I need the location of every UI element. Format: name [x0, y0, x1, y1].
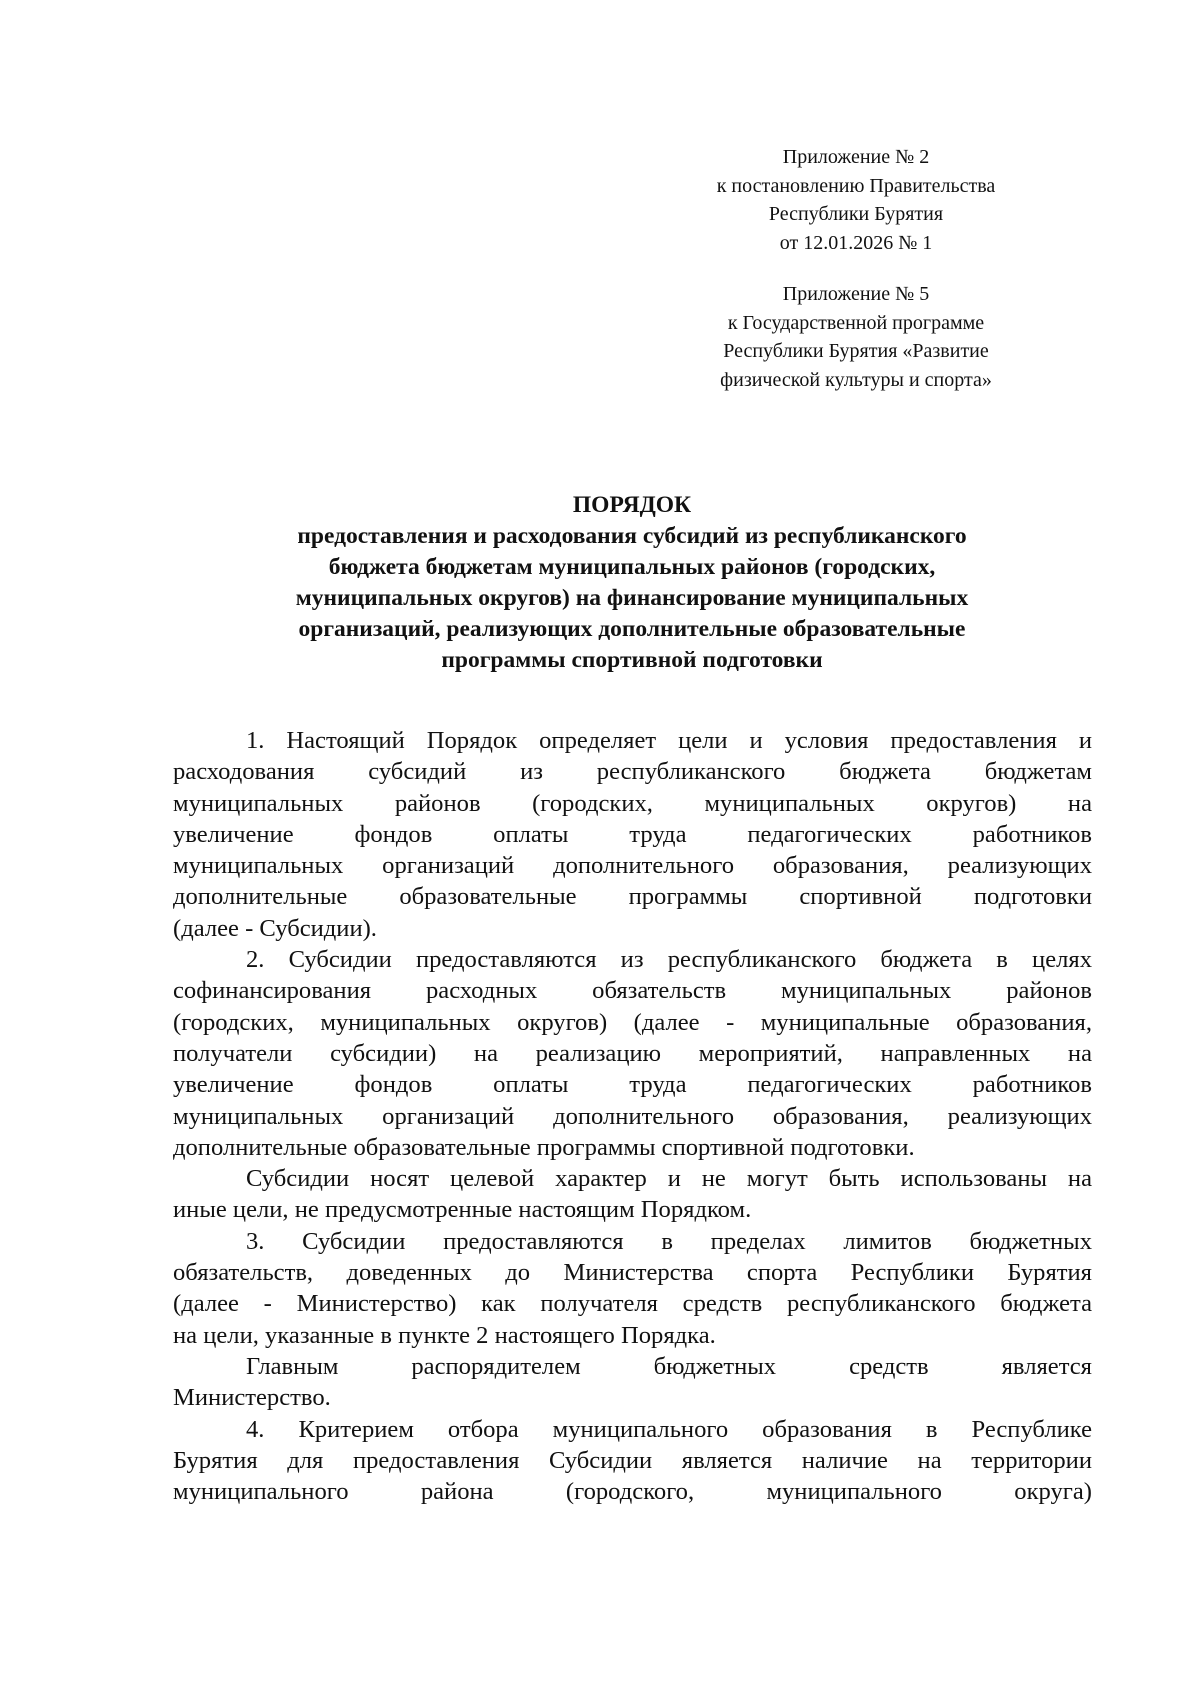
body-line: обязательств, доведенных до Министерства спорта Республики Бурятия — [173, 1259, 1092, 1287]
body-line: Бурятия для предоставления Субсидии является наличие на территории — [173, 1446, 1092, 1474]
appendix-header-resolution — [676, 143, 1036, 257]
title-subtitle-line: бюджета бюджетам муниципальных районов (городских, — [328, 554, 936, 580]
body-line: муниципального района (городского, муниципального округа) — [173, 1478, 1092, 1506]
title-subtitle-line: предоставления и расходования субсидий из республиканского — [297, 523, 967, 549]
title-heading: ПОРЯДОК — [572, 492, 692, 518]
body-line: 3. Субсидии предоставляются в пределах лимитов бюджетных — [246, 1227, 1092, 1255]
title-subtitle-line: программы спортивной подготовки — [441, 647, 823, 673]
appendix-line: к постановлению Правительства — [716, 174, 996, 197]
body-line: софинансирования расходных обязательств муниципальных районов — [173, 977, 1092, 1005]
body-line: получатели субсидии) на реализацию мероприятий, направленных на — [173, 1039, 1092, 1067]
body-line: увеличение фондов оплаты труда педагогических работников — [173, 820, 1092, 848]
body-line: (далее - Министерство) как получателя средств республиканского бюджета — [173, 1290, 1092, 1318]
body-line: Главным распорядителем бюджетных средств является — [246, 1352, 1092, 1380]
document-title — [176, 490, 1088, 676]
appendix-line: физической культуры и спорта» — [720, 368, 992, 391]
body-line: (далее - Субсидии). — [173, 914, 377, 942]
body-line: 2. Субсидии предоставляются из республиканского бюджета в целях — [246, 946, 1092, 974]
title-subtitle-line: муниципальных округов) на финансирование муниципальных — [295, 585, 969, 611]
body-line: 4. Критерием отбора муниципального образования в Республике — [246, 1415, 1092, 1443]
appendix-header-program — [676, 280, 1036, 394]
appendix-line: Приложение № 5 — [782, 283, 930, 305]
appendix-line: Республики Бурятия — [768, 203, 944, 225]
body-line: на цели, указанные в пункте 2 настоящего Порядка. — [173, 1321, 716, 1349]
appendix-line: Республики Бурятия «Развитие — [723, 340, 989, 362]
body-line: Министерство. — [173, 1384, 331, 1412]
body-line: (городских, муниципальных округов) (далее - муниципальные образования, — [173, 1008, 1092, 1036]
appendix-line: к Государственной программе — [727, 311, 985, 334]
body-line: дополнительные образовательные программы спортивной подготовки — [173, 883, 1092, 911]
body-line: расходования субсидий из республиканского бюджета бюджетам — [173, 758, 1092, 786]
appendix-line: от 12.01.2026 № 1 — [779, 231, 933, 254]
body-line: дополнительные образовательные программы спортивной подготовки. — [173, 1133, 915, 1161]
appendix-line: Приложение № 2 — [782, 146, 930, 168]
title-subtitle-line: организаций, реализующих дополнительные образовательные — [298, 616, 966, 642]
body-line: Субсидии носят целевой характер и не могут быть использованы на — [246, 1165, 1092, 1193]
body-line: 1. Настоящий Порядок определяет цели и условия предоставления и — [246, 727, 1092, 754]
body-line: муниципальных организаций дополнительного образования, реализующих — [173, 1102, 1092, 1130]
document-body — [173, 725, 1092, 1507]
body-line: муниципальных районов (городских, муниципальных округов) на — [173, 789, 1092, 817]
body-line: увеличение фондов оплаты труда педагогических работников — [173, 1071, 1092, 1099]
body-line: муниципальных организаций дополнительного образования, реализующих — [173, 852, 1092, 880]
body-line: иные цели, не предусмотренные настоящим Порядком. — [173, 1196, 752, 1224]
